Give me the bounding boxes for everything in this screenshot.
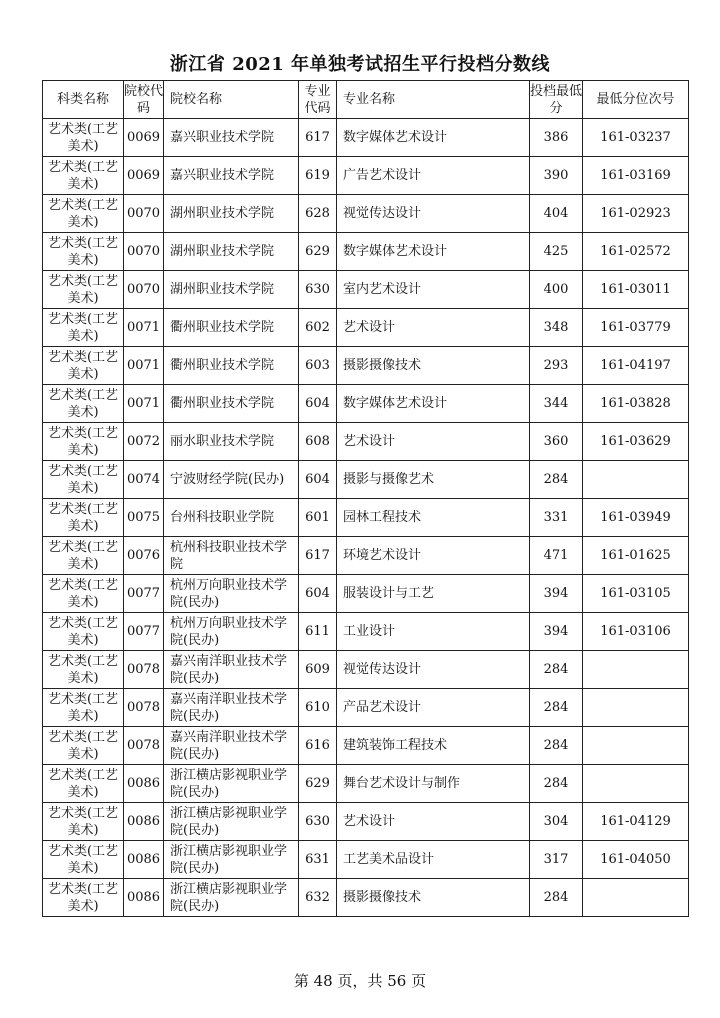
cell-school-name: 衢州职业技术学院 bbox=[164, 309, 299, 347]
cell-min-score: 394 bbox=[530, 613, 583, 651]
cell-school-name: 湖州职业技术学院 bbox=[164, 271, 299, 309]
header-major-name: 专业名称 bbox=[337, 81, 530, 119]
cell-school-name: 浙江横店影视职业学院(民办) bbox=[164, 879, 299, 917]
header-min-rank: 最低分位次号 bbox=[583, 81, 689, 119]
cell-min-score: 317 bbox=[530, 841, 583, 879]
table-body bbox=[43, 119, 689, 917]
cell-category: 艺术类(工艺美术) bbox=[43, 841, 124, 879]
cell-major-code: 630 bbox=[299, 803, 337, 841]
table-row bbox=[43, 309, 689, 347]
table-header-row bbox=[43, 81, 689, 119]
cell-major-code: 617 bbox=[299, 119, 337, 157]
cell-major-name: 数字媒体艺术设计 bbox=[337, 233, 530, 271]
cell-category: 艺术类(工艺美术) bbox=[43, 537, 124, 575]
cell-min-score: 284 bbox=[530, 765, 583, 803]
cell-min-rank: 161-03629 bbox=[583, 423, 689, 461]
cell-major-code: 610 bbox=[299, 689, 337, 727]
cell-min-rank bbox=[583, 879, 689, 917]
cell-major-name: 视觉传达设计 bbox=[337, 195, 530, 233]
cell-school-name: 杭州科技职业技术学院 bbox=[164, 537, 299, 575]
cell-school-code: 0078 bbox=[124, 651, 164, 689]
cell-min-score: 425 bbox=[530, 233, 583, 271]
cell-major-name: 园林工程技术 bbox=[337, 499, 530, 537]
cell-school-name: 浙江横店影视职业学院(民办) bbox=[164, 803, 299, 841]
cell-major-name: 艺术设计 bbox=[337, 423, 530, 461]
cell-major-code: 609 bbox=[299, 651, 337, 689]
cell-school-name: 宁波财经学院(民办) bbox=[164, 461, 299, 499]
cell-min-rank: 161-04197 bbox=[583, 347, 689, 385]
table-row bbox=[43, 803, 689, 841]
table-row bbox=[43, 195, 689, 233]
cell-school-code: 0077 bbox=[124, 575, 164, 613]
cell-school-code: 0072 bbox=[124, 423, 164, 461]
cell-major-name: 环境艺术设计 bbox=[337, 537, 530, 575]
table-row bbox=[43, 879, 689, 917]
cell-major-name: 室内艺术设计 bbox=[337, 271, 530, 309]
cell-school-code: 0070 bbox=[124, 195, 164, 233]
cell-major-code: 601 bbox=[299, 499, 337, 537]
table-row bbox=[43, 385, 689, 423]
cell-school-name: 嘉兴职业技术学院 bbox=[164, 119, 299, 157]
cell-min-rank: 161-04050 bbox=[583, 841, 689, 879]
cell-school-code: 0078 bbox=[124, 727, 164, 765]
cell-school-name: 湖州职业技术学院 bbox=[164, 195, 299, 233]
cell-min-score: 394 bbox=[530, 575, 583, 613]
cell-category: 艺术类(工艺美术) bbox=[43, 651, 124, 689]
cell-school-code: 0075 bbox=[124, 499, 164, 537]
cell-min-rank bbox=[583, 689, 689, 727]
cell-category: 艺术类(工艺美术) bbox=[43, 233, 124, 271]
cell-min-rank: 161-03949 bbox=[583, 499, 689, 537]
table-row bbox=[43, 119, 689, 157]
cell-major-code: 617 bbox=[299, 537, 337, 575]
cell-major-code: 611 bbox=[299, 613, 337, 651]
header-category: 科类名称 bbox=[43, 81, 124, 119]
cell-min-rank bbox=[583, 461, 689, 499]
cell-school-code: 0071 bbox=[124, 347, 164, 385]
table-row bbox=[43, 537, 689, 575]
cell-category: 艺术类(工艺美术) bbox=[43, 461, 124, 499]
cell-min-score: 471 bbox=[530, 537, 583, 575]
cell-school-code: 0070 bbox=[124, 233, 164, 271]
cell-category: 艺术类(工艺美术) bbox=[43, 423, 124, 461]
cell-min-score: 404 bbox=[530, 195, 583, 233]
cell-major-code: 603 bbox=[299, 347, 337, 385]
cell-major-code: 616 bbox=[299, 727, 337, 765]
cell-min-rank: 161-03779 bbox=[583, 309, 689, 347]
cell-school-code: 0071 bbox=[124, 385, 164, 423]
cell-category: 艺术类(工艺美术) bbox=[43, 385, 124, 423]
cell-school-code: 0076 bbox=[124, 537, 164, 575]
page-footer: 第 48 页，共 56 页 bbox=[293, 972, 427, 990]
cell-major-name: 广告艺术设计 bbox=[337, 157, 530, 195]
cell-category: 艺术类(工艺美术) bbox=[43, 879, 124, 917]
cell-school-code: 0069 bbox=[124, 157, 164, 195]
cell-school-code: 0070 bbox=[124, 271, 164, 309]
cell-min-score: 331 bbox=[530, 499, 583, 537]
cell-major-code: 604 bbox=[299, 575, 337, 613]
cell-school-name: 嘉兴南洋职业技术学院(民办) bbox=[164, 727, 299, 765]
cell-school-code: 0086 bbox=[124, 765, 164, 803]
header-major-code: 专业代码 bbox=[299, 81, 337, 119]
cell-major-name: 摄影与摄像艺术 bbox=[337, 461, 530, 499]
cell-major-name: 摄影摄像技术 bbox=[337, 879, 530, 917]
cell-school-name: 衢州职业技术学院 bbox=[164, 347, 299, 385]
header-school-name: 院校名称 bbox=[164, 81, 299, 119]
cell-min-score: 348 bbox=[530, 309, 583, 347]
cell-min-rank bbox=[583, 765, 689, 803]
table-row bbox=[43, 347, 689, 385]
header-min-score: 投档最低分 bbox=[530, 81, 583, 119]
cell-min-rank: 161-04129 bbox=[583, 803, 689, 841]
cell-school-name: 嘉兴南洋职业技术学院(民办) bbox=[164, 689, 299, 727]
cell-min-score: 344 bbox=[530, 385, 583, 423]
cell-min-rank: 161-02923 bbox=[583, 195, 689, 233]
table-row bbox=[43, 233, 689, 271]
cell-min-score: 284 bbox=[530, 879, 583, 917]
cell-category: 艺术类(工艺美术) bbox=[43, 309, 124, 347]
cell-major-code: 632 bbox=[299, 879, 337, 917]
cell-min-rank: 161-03828 bbox=[583, 385, 689, 423]
cell-min-score: 360 bbox=[530, 423, 583, 461]
cell-min-score: 284 bbox=[530, 689, 583, 727]
cell-min-score: 284 bbox=[530, 461, 583, 499]
cell-category: 艺术类(工艺美术) bbox=[43, 347, 124, 385]
cell-school-code: 0069 bbox=[124, 119, 164, 157]
cell-category: 艺术类(工艺美术) bbox=[43, 119, 124, 157]
table-row bbox=[43, 499, 689, 537]
table-row bbox=[43, 271, 689, 309]
cell-category: 艺术类(工艺美术) bbox=[43, 195, 124, 233]
table-row bbox=[43, 841, 689, 879]
cell-school-name: 丽水职业技术学院 bbox=[164, 423, 299, 461]
cell-major-code: 629 bbox=[299, 233, 337, 271]
cell-school-name: 杭州万向职业技术学院(民办) bbox=[164, 575, 299, 613]
cell-major-name: 服装设计与工艺 bbox=[337, 575, 530, 613]
cell-school-name: 台州科技职业学院 bbox=[164, 499, 299, 537]
cell-min-score: 390 bbox=[530, 157, 583, 195]
cell-major-name: 摄影摄像技术 bbox=[337, 347, 530, 385]
cell-major-code: 630 bbox=[299, 271, 337, 309]
table-row bbox=[43, 575, 689, 613]
cell-school-code: 0071 bbox=[124, 309, 164, 347]
cell-school-name: 嘉兴南洋职业技术学院(民办) bbox=[164, 651, 299, 689]
table-row bbox=[43, 613, 689, 651]
cell-min-score: 400 bbox=[530, 271, 583, 309]
cell-major-name: 舞台艺术设计与制作 bbox=[337, 765, 530, 803]
header-school-code: 院校代码 bbox=[124, 81, 164, 119]
cell-min-rank: 161-03011 bbox=[583, 271, 689, 309]
cell-major-name: 艺术设计 bbox=[337, 309, 530, 347]
cell-category: 艺术类(工艺美术) bbox=[43, 689, 124, 727]
cell-major-code: 608 bbox=[299, 423, 337, 461]
cell-min-rank: 161-03106 bbox=[583, 613, 689, 651]
cell-category: 艺术类(工艺美术) bbox=[43, 271, 124, 309]
cell-school-code: 0086 bbox=[124, 879, 164, 917]
cell-major-code: 602 bbox=[299, 309, 337, 347]
cell-min-rank: 161-03169 bbox=[583, 157, 689, 195]
cell-min-rank bbox=[583, 651, 689, 689]
cell-school-name: 衢州职业技术学院 bbox=[164, 385, 299, 423]
cell-school-code: 0086 bbox=[124, 803, 164, 841]
cell-major-code: 629 bbox=[299, 765, 337, 803]
cell-major-code: 604 bbox=[299, 385, 337, 423]
table-row bbox=[43, 157, 689, 195]
cell-major-name: 艺术设计 bbox=[337, 803, 530, 841]
table-row bbox=[43, 727, 689, 765]
cell-min-score: 304 bbox=[530, 803, 583, 841]
cell-category: 艺术类(工艺美术) bbox=[43, 803, 124, 841]
cell-school-name: 杭州万向职业技术学院(民办) bbox=[164, 613, 299, 651]
cell-school-code: 0074 bbox=[124, 461, 164, 499]
cell-school-name: 浙江横店影视职业学院(民办) bbox=[164, 765, 299, 803]
table-row bbox=[43, 423, 689, 461]
cell-school-name: 嘉兴职业技术学院 bbox=[164, 157, 299, 195]
cell-major-code: 604 bbox=[299, 461, 337, 499]
cell-category: 艺术类(工艺美术) bbox=[43, 613, 124, 651]
table-row bbox=[43, 651, 689, 689]
cell-min-rank: 161-03105 bbox=[583, 575, 689, 613]
cell-min-rank: 161-01625 bbox=[583, 537, 689, 575]
cell-major-code: 628 bbox=[299, 195, 337, 233]
cell-min-rank: 161-02572 bbox=[583, 233, 689, 271]
cell-category: 艺术类(工艺美术) bbox=[43, 727, 124, 765]
cell-category: 艺术类(工艺美术) bbox=[43, 157, 124, 195]
cell-major-name: 工艺美术品设计 bbox=[337, 841, 530, 879]
cell-major-code: 631 bbox=[299, 841, 337, 879]
cell-min-score: 293 bbox=[530, 347, 583, 385]
cell-school-name: 浙江横店影视职业学院(民办) bbox=[164, 841, 299, 879]
cell-major-name: 数字媒体艺术设计 bbox=[337, 119, 530, 157]
cell-major-name: 建筑装饰工程技术 bbox=[337, 727, 530, 765]
cell-min-rank: 161-03237 bbox=[583, 119, 689, 157]
cell-category: 艺术类(工艺美术) bbox=[43, 765, 124, 803]
cell-school-code: 0078 bbox=[124, 689, 164, 727]
cell-school-code: 0086 bbox=[124, 841, 164, 879]
cell-min-score: 386 bbox=[530, 119, 583, 157]
table-row bbox=[43, 765, 689, 803]
cell-min-rank bbox=[583, 727, 689, 765]
page-title: 浙江省 2021 年单独考试招生平行投档分数线 bbox=[169, 54, 551, 75]
table-row bbox=[43, 461, 689, 499]
cell-school-code: 0077 bbox=[124, 613, 164, 651]
cell-major-name: 视觉传达设计 bbox=[337, 651, 530, 689]
table-row bbox=[43, 689, 689, 727]
cell-major-code: 619 bbox=[299, 157, 337, 195]
cell-min-score: 284 bbox=[530, 651, 583, 689]
cell-major-name: 工业设计 bbox=[337, 613, 530, 651]
cell-major-name: 产品艺术设计 bbox=[337, 689, 530, 727]
cell-major-name: 数字媒体艺术设计 bbox=[337, 385, 530, 423]
cell-school-name: 湖州职业技术学院 bbox=[164, 233, 299, 271]
cell-category: 艺术类(工艺美术) bbox=[43, 499, 124, 537]
cell-category: 艺术类(工艺美术) bbox=[43, 575, 124, 613]
cell-min-score: 284 bbox=[530, 727, 583, 765]
score-table bbox=[42, 80, 689, 917]
